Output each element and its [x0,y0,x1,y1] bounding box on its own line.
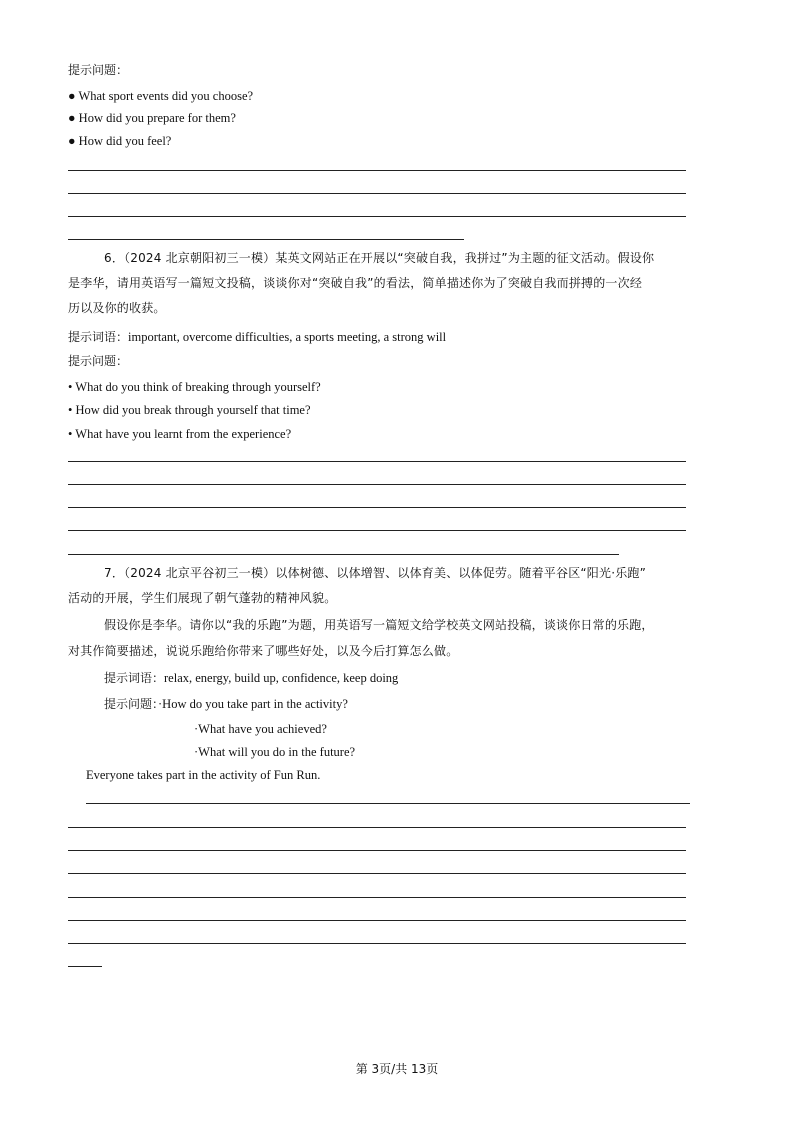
answer-line [68,873,686,874]
answer-line [68,897,686,898]
answer-line [68,530,686,531]
answer-line [68,239,464,240]
question-6-text: 历以及你的收获。 [68,301,166,315]
prompt-question: ● How did you prepare for them? [68,111,236,125]
question-6-text: 6．（2024 北京朝阳初三一模）某英文网站正在开展以“突破自我，我拼过”为主题的征文活动。假设你 [104,251,655,265]
hint-questions [104,696,348,712]
answer-line [68,827,686,828]
answer-line [68,920,686,921]
hint-words [68,329,446,345]
answer-line [68,170,686,171]
prompt-questions-label: 提示问题： [68,354,129,368]
question-7-text: 7．（2024 北京平谷初三一模）以体树德、以体增智、以体育美、以体促劳。随着平谷区“阳光·乐跑” [104,566,647,580]
answer-line [68,943,686,944]
answer-line [68,966,102,967]
answer-line [86,803,690,804]
prompt-question: ·How do you take part in the activity? [158,697,348,711]
hint-words-label: 提示词语： [68,330,129,344]
prompt-questions-label: 提示问题： [68,63,129,77]
prompt-question: ● How did you feel? [68,134,172,148]
answer-line [68,850,686,851]
prompt-question: ·What have you achieved? [194,722,327,736]
page-number: 第 3页/共 13页 [355,1062,439,1076]
question-6-text: 是李华，请用英语写一篇短文投稿，谈谈你对“突破自我”的看法，简单描述你为了突破自我而拼搏的一次经 [68,276,643,290]
answer-line [68,461,686,462]
prompt-question: • What have you learnt from the experience? [68,427,292,441]
question-7-text: 活动的开展，学生们展现了朝气蓬勃的精神风貌。 [68,591,337,605]
prompt-question: • How did you break through yourself that time? [68,403,311,417]
prompt-questions-label: 提示问题： [104,697,159,711]
question-7-text: 假设你是李华。请你以“我的乐跑”为题，用英语写一篇短文给学校英文网站投稿，谈谈你日常的乐跑， [104,618,654,632]
hint-words-list: relax, energy, build up, confidence, keep doing [164,671,399,685]
hint-words-list: important, overcome difficulties, a sports meeting, a strong will [128,330,447,344]
answer-line [68,484,686,485]
hint-words [104,670,398,686]
answer-line [68,216,686,217]
essay-opening-sentence: Everyone takes part in the activity of Fun Run. [86,768,321,782]
answer-line [68,507,686,508]
prompt-question: ·What will you do in the future? [194,745,356,759]
answer-line [68,193,686,194]
question-7-text: 对其作简要描述，说说乐跑给你带来了哪些好处，以及今后打算怎么做。 [68,644,459,658]
answer-line [68,554,619,555]
hint-words-label: 提示词语： [104,671,165,685]
prompt-question: ● What sport events did you choose? [68,89,254,103]
prompt-question: • What do you think of breaking through yourself? [68,380,321,394]
